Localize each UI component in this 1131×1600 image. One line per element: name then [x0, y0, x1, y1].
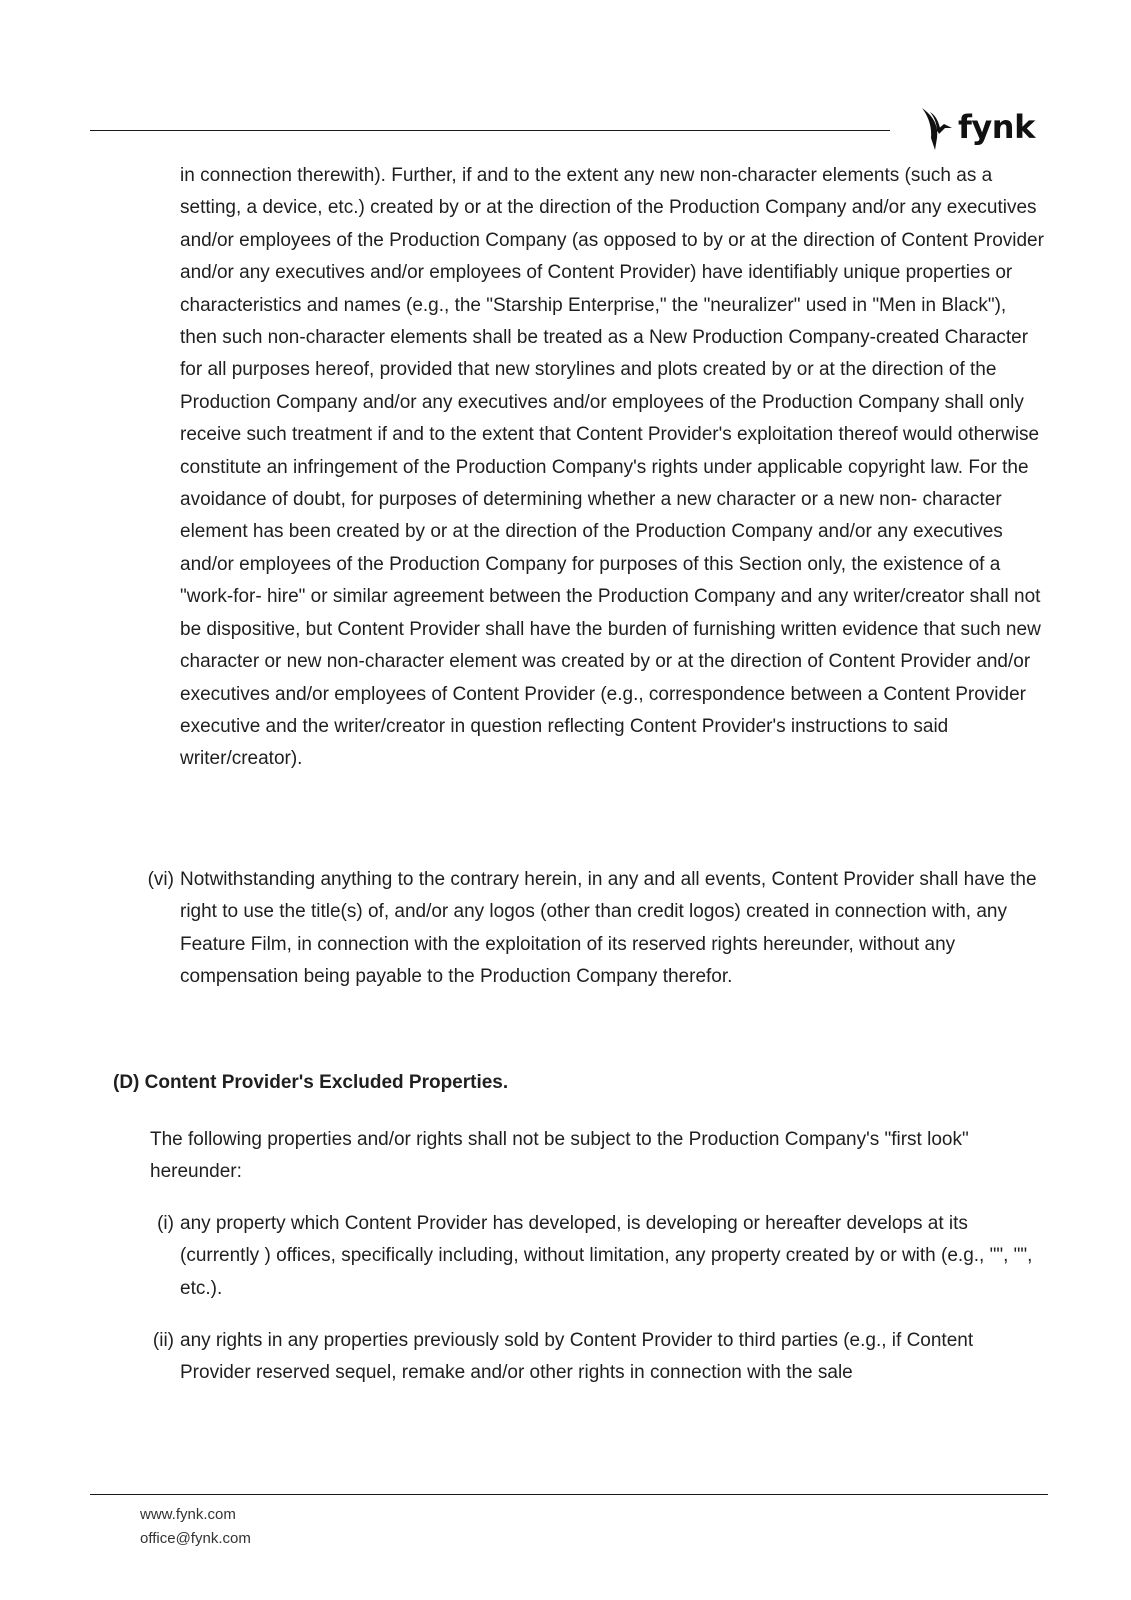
item-i-text: any property which Content Provider has developed, is developing or hereafter develops at its (currently ) offices, specifically including, without limitation, any property created by or with (e.g., "", "", etc.).: [180, 1213, 1033, 1299]
item-i-label: (i): [157, 1213, 174, 1234]
footer-divider: [90, 1494, 1048, 1495]
section-d-intro: The following properties and/or rights shall not be subject to the Production Company's "first look" hereunder:: [150, 1129, 969, 1183]
logo-text: fynk: [958, 108, 1035, 146]
fynk-logo: [918, 104, 1048, 154]
bird-logo-icon: [918, 106, 954, 152]
item-ii-label: (ii): [152, 1330, 174, 1351]
header-divider: [90, 130, 890, 131]
continuation-paragraph: in connection therewith). Further, if and to the extent any new non-character elements (such as a setting, a device, etc.) created by or at the direction of the Production Company and/or any executives and/or employees of the Production Company (as opposed to by or at the direction of Content Provider and/or any executives and/or employees of Content Provider) have identifiably unique properties or characteristics and names (e.g., the "Starship Enterprise," the "neuralizer" used in "Men in Black"), then such non-character elements shall be treated as a New Production Company-created Character for all purposes hereof, provided that new storylines and plots created by or at the direction of the Production Company and/or any executives and/or employees of the Production Company shall only receive such treatment if and to the extent that Content Provider's exploitation thereof would otherwise constitute an infringement of the Production Company's rights under applicable copyright law. For the avoidance of doubt, for purposes of determining whether a new character or a new non- character element has been created by or at the direction of the Production Company and/or any executives and/or employees of the Production Company for purposes of this Section only, the existence of a "work-for- hire" or similar agreement between the Production Company and any writer/creator shall not be dispositive, but Content Provider shall have the burden of furnishing written evidence that such new character or new non-character element was created by or at the direction of Content Provider and/or executives and/or employees of Content Provider (e.g., correspondence between a Content Provider executive and the writer/creator in question reflecting Content Provider's instructions to said writer/creator).: [180, 165, 1044, 770]
footer-website: www.fynk.com: [140, 1506, 236, 1523]
footer-email: office@fynk.com: [140, 1530, 251, 1547]
item-vi-label: (vi): [147, 869, 174, 890]
section-d-heading: (D) Content Provider's Excluded Properties.: [113, 1072, 509, 1093]
item-ii-text: any rights in any properties previously sold by Content Provider to third parties (e.g., if Content Provider reserved sequel, remake and/or other rights in connection with the sale: [180, 1330, 974, 1384]
item-vi-text: Notwithstanding anything to the contrary herein, in any and all events, Content Provider shall have the right to use the title(s) of, and/or any logos (other than credit logos) created in connection with, any Feature Film, in connection with the exploitation of its reserved rights hereunder, without any compensation being payable to the Production Company therefor.: [180, 869, 1037, 988]
